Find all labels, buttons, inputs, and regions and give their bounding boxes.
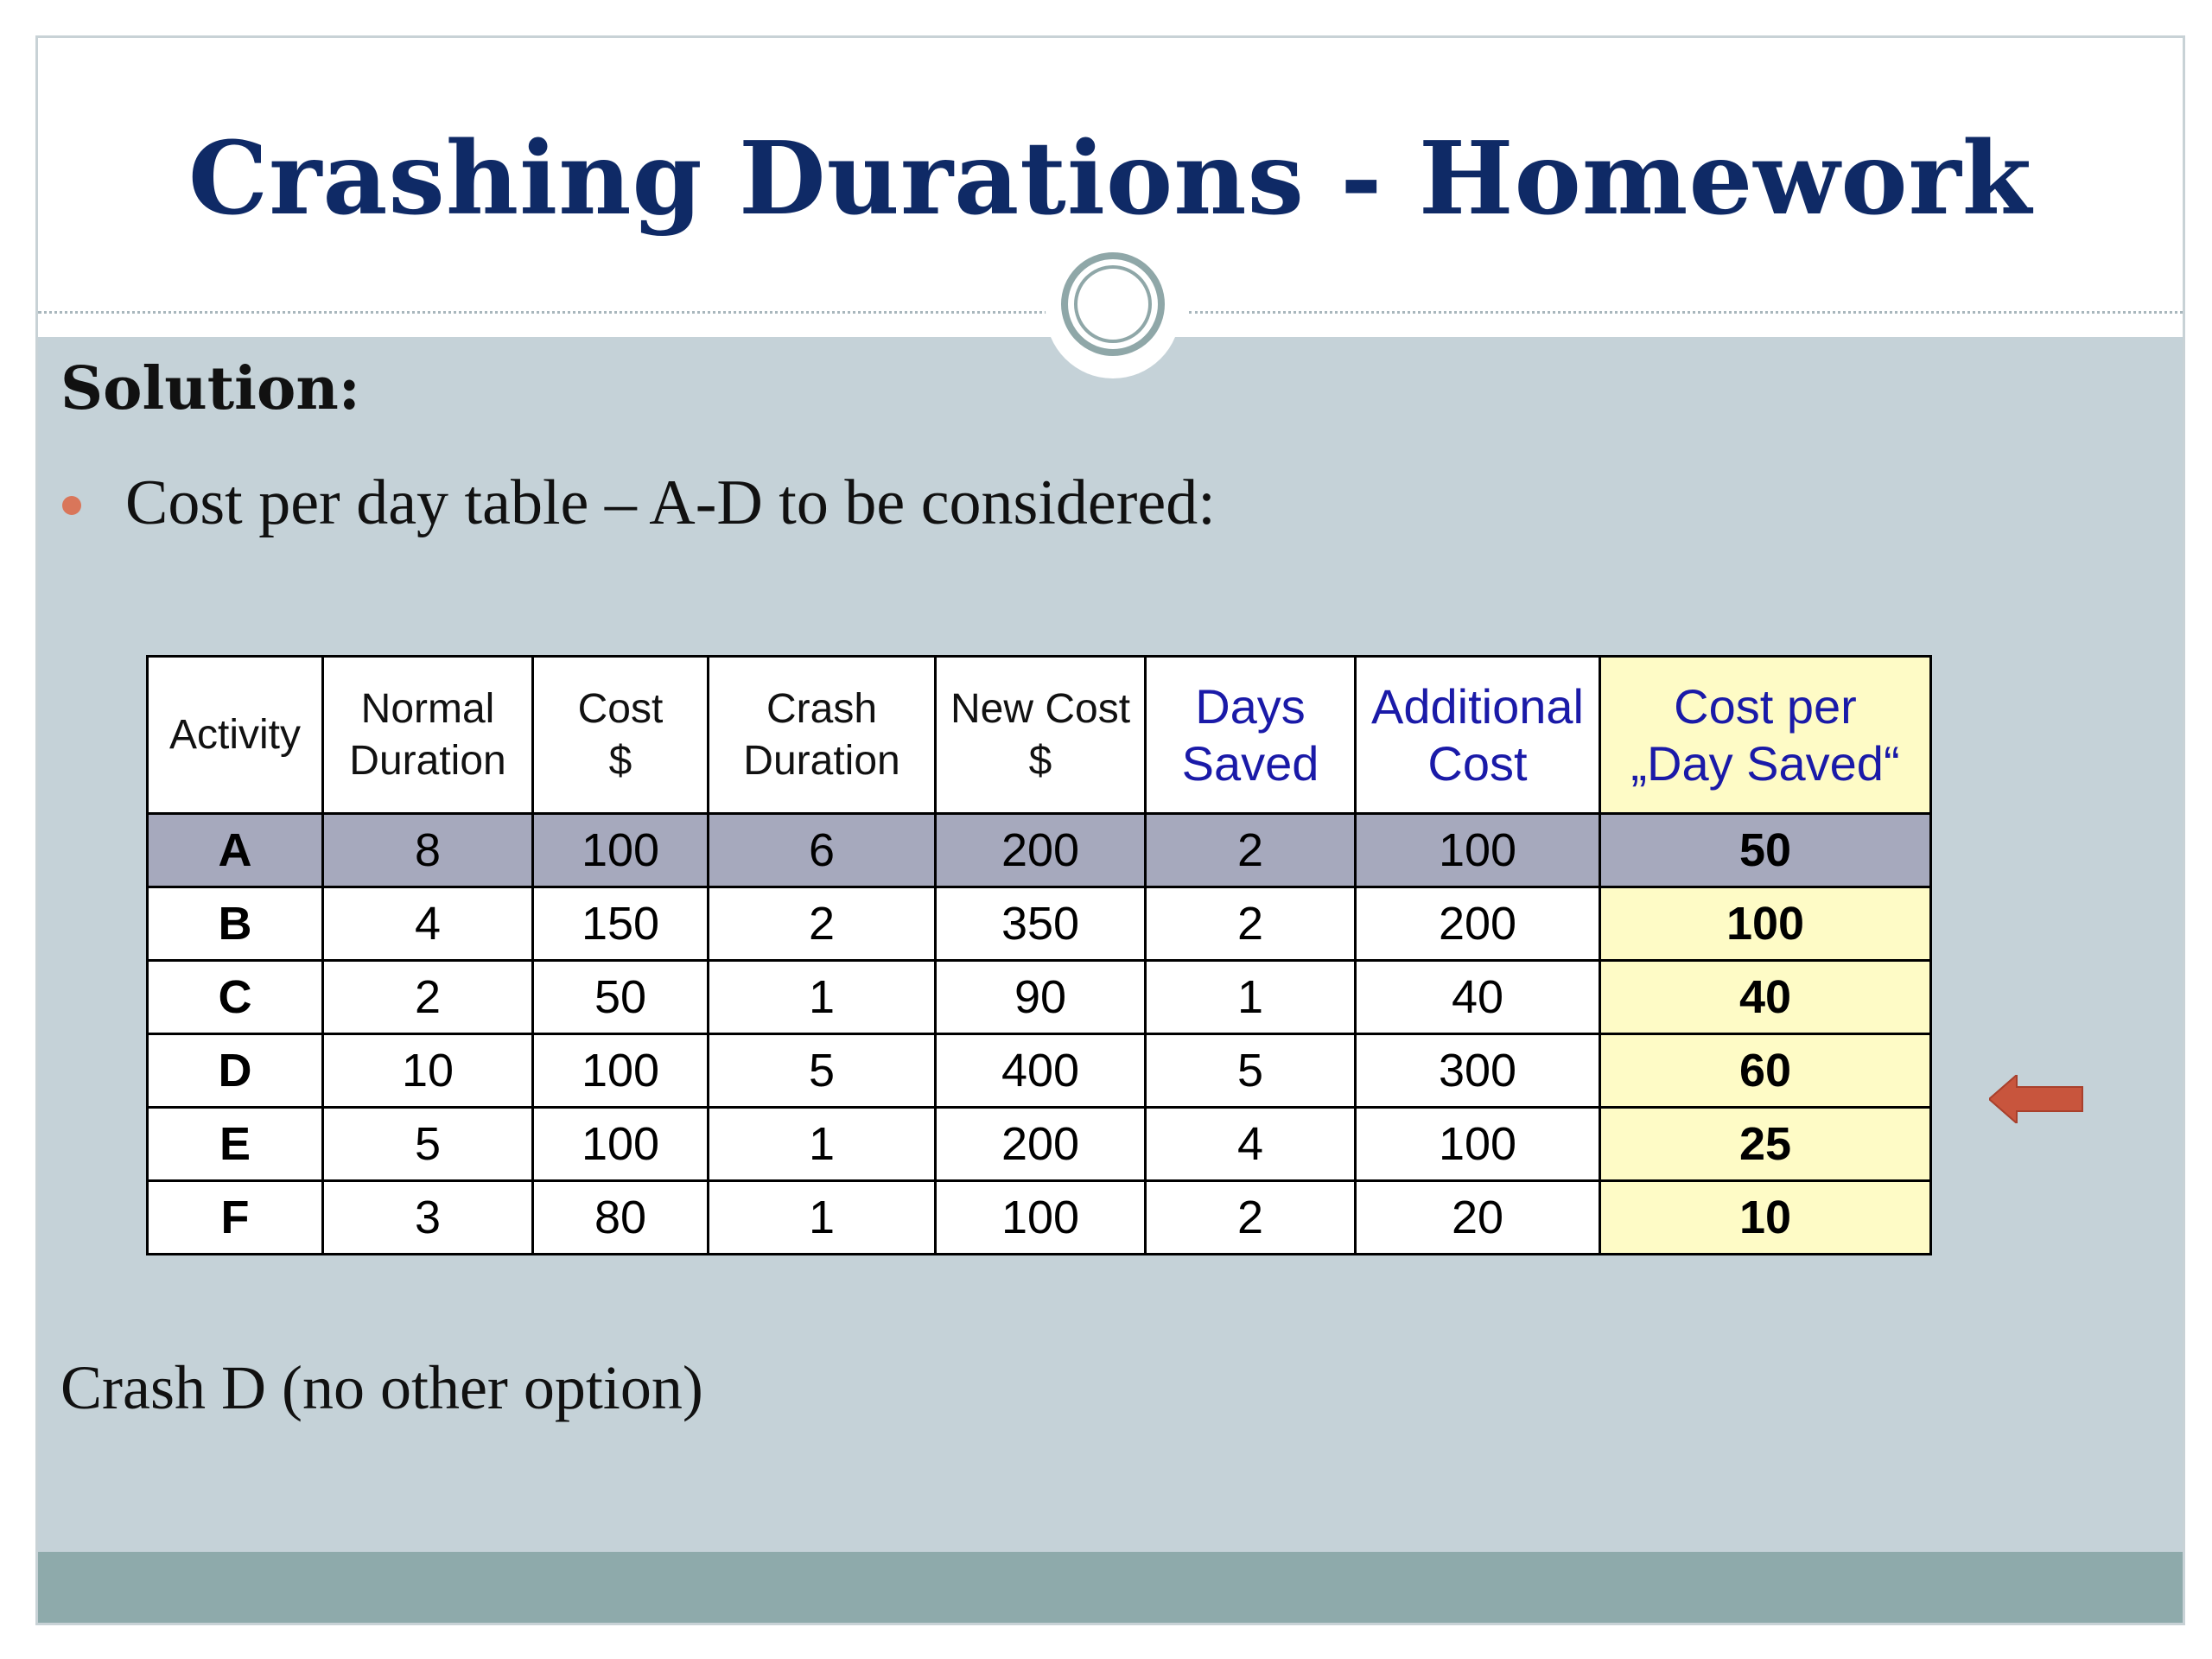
cell-crash-duration: 5 [709,1034,936,1108]
cell-new-cost: 400 [936,1034,1146,1108]
cell-crash-duration: 6 [709,814,936,887]
cell-additional-cost: 300 [1356,1034,1600,1108]
cost-per-day-table [146,655,1932,1255]
cell-new-cost: 200 [936,1108,1146,1181]
cell-new-cost: 100 [936,1181,1146,1255]
cell-cost-per-day: 40 [1600,961,1931,1034]
cell-days-saved: 2 [1146,814,1356,887]
cell-normal-duration: 5 [323,1108,533,1181]
cell-new-cost: 350 [936,887,1146,961]
cell-normal-duration: 2 [323,961,533,1034]
cell-days-saved: 1 [1146,961,1356,1034]
cell-cost-per-day: 60 [1600,1034,1931,1108]
cell-additional-cost: 100 [1356,1108,1600,1181]
cell-cost: 80 [533,1181,709,1255]
left-arrow-icon [1989,1075,2084,1123]
cell-cost: 100 [533,1034,709,1108]
table-row [148,1034,1931,1108]
header-additional-cost: Additional Cost [1356,657,1600,814]
cell-cost-per-day: 10 [1600,1181,1931,1255]
cell-normal-duration: 4 [323,887,533,961]
cell-crash-duration: 1 [709,961,936,1034]
cell-days-saved: 5 [1146,1034,1356,1108]
cell-days-saved: 4 [1146,1108,1356,1181]
cell-normal-duration: 10 [323,1034,533,1108]
cell-additional-cost: 20 [1356,1181,1600,1255]
cell-cost: 100 [533,814,709,887]
cell-activity: B [148,887,323,961]
cell-cost: 50 [533,961,709,1034]
header-crash-duration: Crash Duration [709,657,936,814]
solution-heading: Solution: [60,354,360,423]
table-row [148,887,1931,961]
header-activity: Activity [148,657,323,814]
cell-crash-duration: 1 [709,1181,936,1255]
circle-inner [1074,265,1152,343]
header-new-cost: New Cost $ [936,657,1146,814]
table-row [148,1181,1931,1255]
cell-cost-per-day: 100 [1600,887,1931,961]
divider-right [1189,311,2185,314]
cell-cost: 100 [533,1108,709,1181]
table-row [148,814,1931,887]
cell-additional-cost: 200 [1356,887,1600,961]
cell-days-saved: 2 [1146,887,1356,961]
cell-normal-duration: 3 [323,1181,533,1255]
divider-left [38,311,1054,314]
cell-activity: E [148,1108,323,1181]
cell-cost-per-day: 50 [1600,814,1931,887]
table-row [148,1108,1931,1181]
header-cost: Cost $ [533,657,709,814]
cell-days-saved: 2 [1146,1181,1356,1255]
bullet-text: Cost per day table – A-D to be considered: [125,467,1216,538]
cell-normal-duration: 8 [323,814,533,887]
cell-activity: C [148,961,323,1034]
cell-additional-cost: 40 [1356,961,1600,1034]
cell-cost: 150 [533,887,709,961]
cell-activity: D [148,1034,323,1108]
table-header-row [148,657,1931,814]
header-normal-duration: Normal Duration [323,657,533,814]
cell-new-cost: 200 [936,814,1146,887]
cell-additional-cost: 100 [1356,814,1600,887]
cell-new-cost: 90 [936,961,1146,1034]
cell-cost-per-day: 25 [1600,1108,1931,1181]
conclusion-text: Crash D (no other option) [60,1353,703,1422]
table-row [148,961,1931,1034]
cell-crash-duration: 1 [709,1108,936,1181]
bullet-dot-icon [62,496,81,515]
footer-bar [38,1552,2183,1625]
slide-title: Crashing Durations - Homework [188,120,2033,238]
cell-activity: A [148,814,323,887]
header-days-saved: Days Saved [1146,657,1356,814]
header-cost-per-day-saved: Cost per „Day Saved“ [1600,657,1931,814]
cell-crash-duration: 2 [709,887,936,961]
cell-activity: F [148,1181,323,1255]
